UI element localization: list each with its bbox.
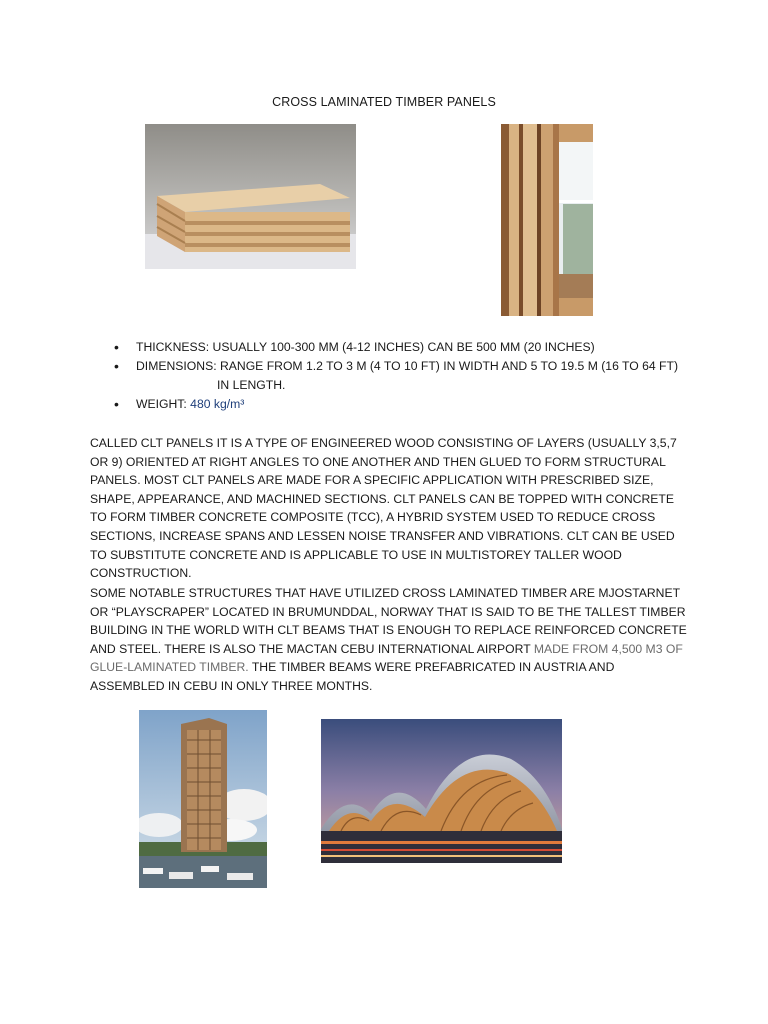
clt-wall-section-photo xyxy=(501,124,593,316)
clt-panel-stack-photo xyxy=(145,124,356,269)
dimensions-spec: DIMENSIONS: RANGE FROM 1.2 TO 3 M (4 TO 10 FT) IN WIDTH AND 5 TO 19.5 M (16 TO 64 FT) xyxy=(136,359,679,373)
list-item xyxy=(90,357,690,395)
clt-description-paragraph: CALLED CLT PANELS IT IS A TYPE OF ENGINEERED WOOD CONSISTING OF LAYERS (USUALLY 3,5,7 OR 9) ORIENTED AT RIGHT ANGLES TO ONE ANOTHER AND THEN GLUED TO FORM STRUCTURAL PANELS. MOST CLT PANELS ARE MADE FOR A SPECIFIC APPLICATION WITH PRESCRIBED SIZE, SHAPE, APPEARANCE, AND MACHINED SECTIONS. CLT PANELS CAN BE TOPPED WITH CONCRETE TO FORM TIMBER CONCRETE COMPOSITE (TCC), A HYBRID SYSTEM USED TO REDUCE CROSS SECTIONS, INCREASE SPANS AND LESSEN NOISE TRANSFER AND VIBRATIONS. CLT CAN BE USED TO SUBSTITUTE CONCRETE AND IS APPLICABLE TO USE IN MULTISTOREY TALLER WOOD CONSTRUCTION. xyxy=(90,436,677,581)
thickness-spec: THICKNESS: USUALLY 100-300 MM (4-12 INCHES) CAN BE 500 MM (20 INCHES) xyxy=(136,340,595,354)
weight-value: 480 kg/m³ xyxy=(190,397,245,411)
weight-label: WEIGHT: xyxy=(136,397,191,411)
paragraph-text: SOME NOTABLE STRUCTURES THAT HAVE UTILIZED CROSS LAMINATED TIMBER ARE MJOSTARNET OR “PLAYSCRAPER” LOCATED IN BRUMUNDDAL, NORWAY THAT IS SAID TO BE THE TALLEST TIMBER BUILDING IN THE WORLD WITH CLT BEAMS THAT IS ENOUGH TO REPLACE REINFORCED CONCRETE AND STEEL. THERE IS ALSO THE MACTAN CEBU INTERNATIONAL AIRPORT xyxy=(90,586,687,656)
mactan-cebu-airport-photo xyxy=(321,719,562,863)
specs-list xyxy=(90,338,690,414)
list-item xyxy=(90,338,690,357)
paragraph-text: THE TIMBER BEAMS WERE PREFABRICATED IN AUSTRIA AND ASSEMBLED IN CEBU IN ONLY THREE MONTHS. xyxy=(90,660,615,693)
page-title: CROSS LAMINATED TIMBER PANELS xyxy=(272,95,496,109)
dimensions-spec-continued: IN LENGTH. xyxy=(217,378,286,392)
mjostarnet-tower-photo xyxy=(139,710,267,888)
glulam-highlight-text: MADE FROM 4,500 M3 OF GLUE-LAMINATED TIMBER. xyxy=(90,641,683,675)
notable-structures-paragraph xyxy=(90,584,690,696)
list-item xyxy=(90,395,690,414)
